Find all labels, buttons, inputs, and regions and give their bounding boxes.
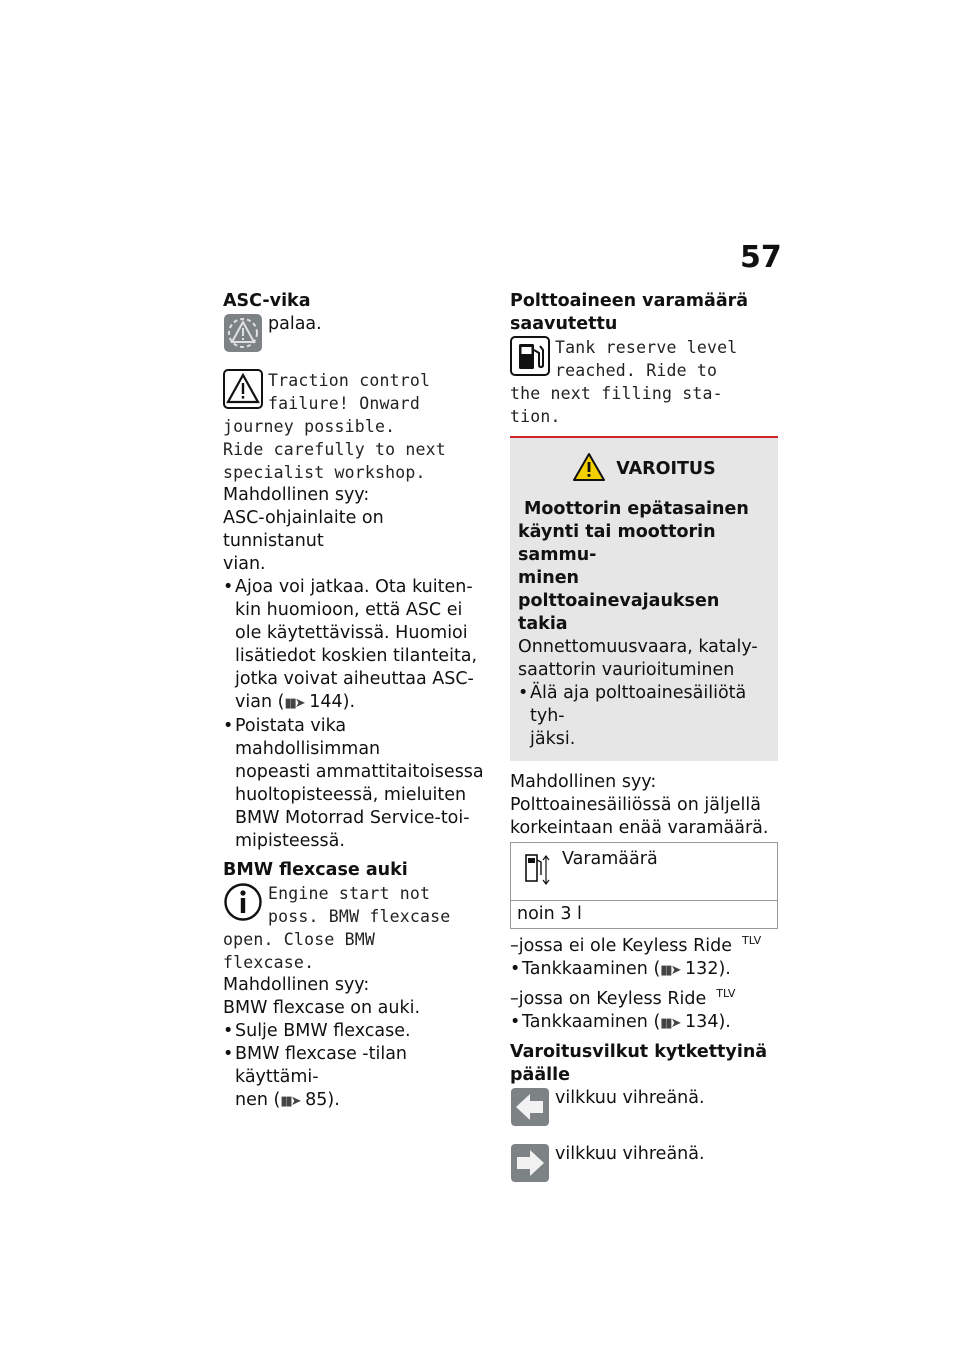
fuel-display-line: reached. Ride to xyxy=(555,361,718,380)
text-line: nopeasti ammattitaitoisessa xyxy=(235,762,484,782)
text-line: ole käytettävissä. Huomioi xyxy=(235,623,468,643)
flexcase-cause-text: BMW flexcase on auki. xyxy=(223,998,421,1018)
flexcase-display-line: open. Close BMW xyxy=(223,930,376,949)
page-reference-link[interactable]: 85 xyxy=(305,1090,328,1110)
flexcase-display-line: Engine start not xyxy=(268,884,431,903)
text-fragment: –jossa ei ole Keyless Ride xyxy=(510,935,732,956)
indicators-heading: päälle xyxy=(510,1064,571,1085)
text-fragment: Tankkaaminen ( xyxy=(522,1011,661,1032)
fuel-display-line: tion. xyxy=(510,407,561,426)
info-icon xyxy=(223,882,263,926)
asc-bullet-1 xyxy=(223,576,488,715)
asc-display-line: journey possible. xyxy=(223,417,396,436)
indicators-heading: Varoitusvilkut kytkettyinä xyxy=(510,1041,768,1062)
asc-warning-light-icon xyxy=(223,313,263,357)
fuel-cause-text: korkeintaan enää varamäärä. xyxy=(510,818,769,838)
page-reference-link[interactable]: 134 xyxy=(685,1011,719,1032)
text-line: jotka voivat aiheuttaa ASC- xyxy=(235,669,474,689)
asc-display-line: failure! Onward xyxy=(268,394,421,413)
text-fragment: –jossa on Keyless Ride xyxy=(510,988,707,1009)
text-fragment: nen ( xyxy=(235,1090,281,1110)
asc-bullet-2 xyxy=(223,715,488,853)
warning-title-row xyxy=(518,452,770,486)
fuel-heading: Polttoaineen varamäärä xyxy=(510,291,749,311)
page-reference-arrow-icon: ▮▮➤ xyxy=(660,1015,680,1031)
text-line: lisätiedot koskien tilanteita, xyxy=(235,646,478,666)
text-line: kin huomioon, että ASC ei xyxy=(235,600,463,620)
flexcase-bullet-1: • Sulje BMW flexcase. xyxy=(223,1020,488,1043)
text-fragment: ). xyxy=(327,1090,340,1110)
reserve-table-value: noin 3 l xyxy=(517,904,582,924)
keyless-bullet xyxy=(510,958,778,982)
right-indicator-row xyxy=(510,1143,778,1166)
asc-display-line: Traction control xyxy=(268,371,431,390)
left-indicator-row xyxy=(510,1087,778,1110)
general-warning-icon xyxy=(223,369,263,413)
page-reference-arrow-icon: ▮▮➤ xyxy=(284,696,304,711)
text-fragment: Tankkaaminen ( xyxy=(522,958,661,979)
warning-subtitle: minen polttoainevajauksen xyxy=(518,568,720,611)
left-turn-indicator-icon xyxy=(510,1087,550,1131)
fuel-cause-text: Polttoainesäiliössä on jäljellä xyxy=(510,795,761,815)
fuel-display-line: the next filling sta- xyxy=(510,384,723,403)
reserve-table xyxy=(510,842,778,929)
keyless-line xyxy=(510,929,778,958)
flexcase-cause-label: Mahdollinen syy: xyxy=(223,975,370,995)
fuel-display-message xyxy=(510,336,778,428)
page-reference-arrow-icon: ▮▮➤ xyxy=(280,1094,300,1109)
text-line: • BMW flexcase -tilan käyttämi- xyxy=(235,1044,408,1087)
fuel-pump-icon xyxy=(510,336,550,380)
text-line: huoltopisteessä, mieluiten xyxy=(235,785,467,805)
page-reference-link[interactable]: 144 xyxy=(309,692,343,712)
warning-title: VAROITUS xyxy=(616,459,716,479)
tlv-tag: TLV xyxy=(741,934,762,947)
left-column xyxy=(223,290,488,1113)
page-number: 57 xyxy=(740,240,782,275)
text-fragment: ). xyxy=(718,958,731,979)
warning-subtitle: takia xyxy=(518,614,568,634)
text-line: • Älä aja polttoainesäiliötä tyh- xyxy=(530,683,747,726)
asc-heading: ASC-vika xyxy=(223,291,311,311)
flexcase-heading: BMW flexcase auki xyxy=(223,860,408,880)
fuel-gauge-icon xyxy=(523,849,551,893)
reserve-table-header-label: Varamäärä xyxy=(562,849,658,869)
text-fragment: ). xyxy=(718,1011,731,1032)
page-reference-arrow-icon: ▮▮➤ xyxy=(660,962,680,978)
text-line xyxy=(235,691,488,715)
right-turn-indicator-icon xyxy=(510,1143,550,1187)
asc-cause-text: vian. xyxy=(223,554,266,574)
text-line: • Ajoa voi jatkaa. Ota kuiten- xyxy=(235,577,473,597)
left-indicator-text: vilkkuu vihreänä. xyxy=(555,1087,705,1108)
warning-box xyxy=(510,436,778,761)
fuel-heading: saavutettu xyxy=(510,314,618,334)
flexcase-bullet-2 xyxy=(223,1043,488,1113)
warning-subtitle: Moottorin epätasainen xyxy=(524,499,749,519)
page-reference-link[interactable]: 132 xyxy=(685,958,719,979)
flexcase-display-message xyxy=(223,882,488,974)
asc-display-message xyxy=(223,369,488,484)
asc-display-line: Ride carefully to next xyxy=(223,440,446,459)
text-line: mipisteessä. xyxy=(235,831,345,851)
text-line xyxy=(235,1089,488,1113)
right-indicator-text: vilkkuu vihreänä. xyxy=(555,1143,705,1164)
keyless-bullet xyxy=(510,1011,778,1035)
asc-indicator-text: palaa. xyxy=(268,314,322,334)
fuel-cause-label: Mahdollinen syy: xyxy=(510,772,657,792)
text-line: BMW Motorrad Service-toi- xyxy=(235,808,470,828)
text-fragment: vian ( xyxy=(235,692,285,712)
warning-text: saattorin vaurioituminen xyxy=(518,660,735,680)
text-line: jäksi. xyxy=(530,729,576,749)
right-column xyxy=(510,290,778,1189)
tlv-tag: TLV xyxy=(716,986,736,1000)
asc-cause-text: ASC-ohjainlaite on tunnistanut xyxy=(223,508,384,551)
warning-subtitle: käynti tai moottorin sammu- xyxy=(518,522,716,565)
flexcase-display-line: flexcase. xyxy=(223,953,315,972)
asc-cause-label: Mahdollinen syy: xyxy=(223,485,370,505)
text-line: • Poistata vika mahdollisimman xyxy=(235,716,381,759)
warning-triangle-icon xyxy=(572,452,606,486)
keyless-line xyxy=(510,982,778,1011)
fuel-display-line: Tank reserve level xyxy=(555,338,738,357)
asc-display-line: specialist workshop. xyxy=(223,463,426,482)
warning-bullet xyxy=(518,682,770,751)
text-fragment: ). xyxy=(342,692,356,712)
flexcase-display-line: poss. BMW flexcase xyxy=(268,907,451,926)
asc-indicator-row xyxy=(223,313,488,336)
reserve-table-header xyxy=(511,843,777,901)
warning-text: Onnettomuusvaara, kataly- xyxy=(518,637,758,657)
